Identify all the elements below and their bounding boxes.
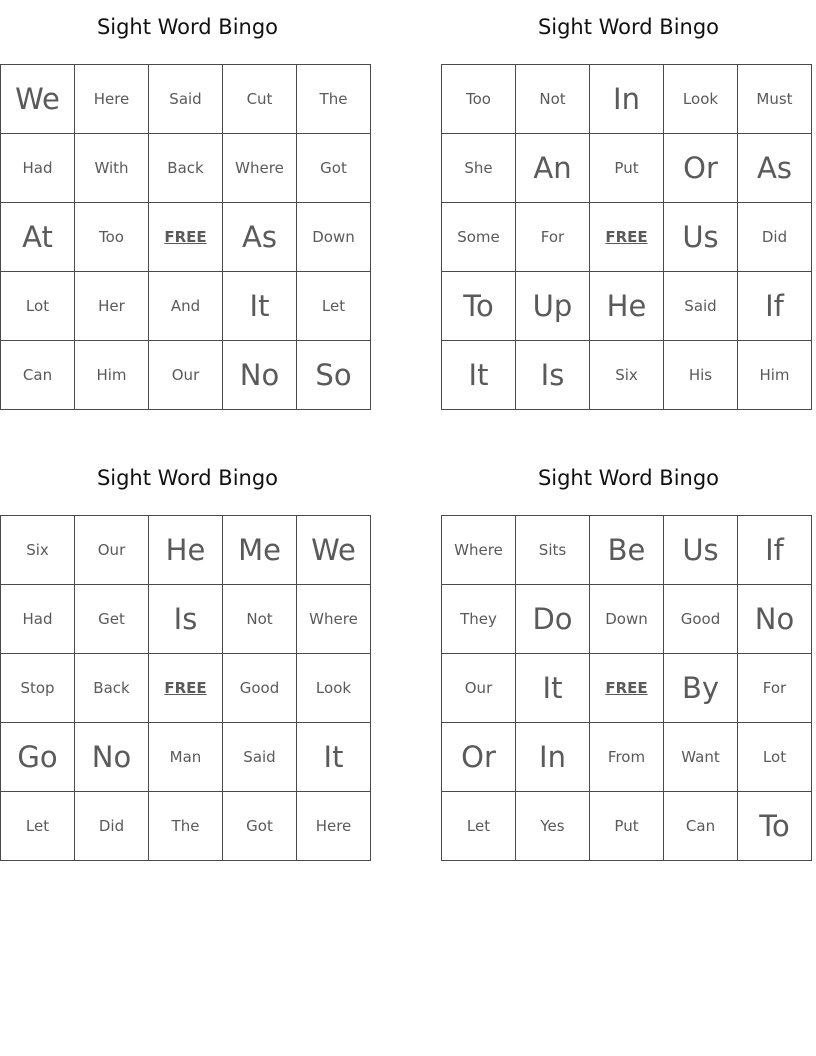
bingo-row — [1, 585, 371, 654]
bingo-row — [1, 723, 371, 792]
bingo-cell: Look — [297, 654, 371, 723]
bingo-row — [1, 516, 371, 585]
bingo-cell: So — [297, 341, 371, 410]
bingo-row — [442, 654, 812, 723]
bingo-cell: The — [149, 792, 223, 861]
bingo-cell: It — [223, 272, 297, 341]
bingo-cell: Got — [297, 134, 371, 203]
bingo-cell: Here — [297, 792, 371, 861]
bingo-row — [1, 134, 371, 203]
bingo-cell: To — [442, 272, 516, 341]
bingo-cell: Cut — [223, 65, 297, 134]
bingo-cell: With — [75, 134, 149, 203]
bingo-cell: And — [149, 272, 223, 341]
bingo-row — [442, 723, 812, 792]
bingo-grid — [441, 64, 812, 410]
bingo-cell: Man — [149, 723, 223, 792]
bingo-cell: His — [664, 341, 738, 410]
bingo-cell: Do — [516, 585, 590, 654]
bingo-cell: An — [516, 134, 590, 203]
free-space: FREE — [149, 654, 223, 723]
bingo-cell: Some — [442, 203, 516, 272]
bingo-cell: As — [223, 203, 297, 272]
bingo-cell: Where — [442, 516, 516, 585]
bingo-cell: Not — [516, 65, 590, 134]
bingo-row — [1, 203, 371, 272]
bingo-cell: Not — [223, 585, 297, 654]
bingo-cell: Sits — [516, 516, 590, 585]
bingo-cell: By — [664, 654, 738, 723]
bingo-cell: Down — [297, 203, 371, 272]
bingo-cell: He — [590, 272, 664, 341]
bingo-cell: It — [297, 723, 371, 792]
bingo-cell: Can — [664, 792, 738, 861]
card-title: Sight Word Bingo — [96, 466, 279, 490]
free-space: FREE — [590, 654, 664, 723]
bingo-card-3 — [0, 460, 375, 835]
bingo-row — [442, 272, 812, 341]
bingo-cell: If — [738, 516, 812, 585]
bingo-row — [1, 341, 371, 410]
bingo-cell: Lot — [738, 723, 812, 792]
card-title: Sight Word Bingo — [537, 15, 720, 39]
bingo-cell: We — [297, 516, 371, 585]
bingo-cell: Him — [75, 341, 149, 410]
bingo-cell: Up — [516, 272, 590, 341]
bingo-cell: Where — [297, 585, 371, 654]
bingo-cell: Put — [590, 792, 664, 861]
bingo-cell: Us — [664, 516, 738, 585]
bingo-cell: Be — [590, 516, 664, 585]
bingo-cell: No — [75, 723, 149, 792]
bingo-cell: Six — [1, 516, 75, 585]
bingo-grid — [441, 515, 812, 861]
bingo-cell: Let — [1, 792, 75, 861]
bingo-cell: At — [1, 203, 75, 272]
bingo-cell: Did — [75, 792, 149, 861]
bingo-cell: Too — [75, 203, 149, 272]
bingo-cell: Or — [664, 134, 738, 203]
bingo-row — [1, 272, 371, 341]
bingo-cell: We — [1, 65, 75, 134]
bingo-grid — [0, 515, 371, 861]
bingo-cell: From — [590, 723, 664, 792]
bingo-cell: Him — [738, 341, 812, 410]
bingo-card-1 — [0, 9, 375, 392]
bingo-cell: For — [516, 203, 590, 272]
bingo-row — [442, 585, 812, 654]
bingo-cell: Must — [738, 65, 812, 134]
bingo-cell: He — [149, 516, 223, 585]
bingo-cell: Put — [590, 134, 664, 203]
bingo-cell: Had — [1, 134, 75, 203]
bingo-row — [1, 65, 371, 134]
bingo-cell: Here — [75, 65, 149, 134]
bingo-cell: Her — [75, 272, 149, 341]
bingo-row — [442, 134, 812, 203]
bingo-row — [1, 792, 371, 861]
bingo-cell: Look — [664, 65, 738, 134]
bingo-cell: To — [738, 792, 812, 861]
bingo-cell: Our — [442, 654, 516, 723]
bingo-cell: They — [442, 585, 516, 654]
bingo-cell: Get — [75, 585, 149, 654]
bingo-cell: For — [738, 654, 812, 723]
bingo-cell: Six — [590, 341, 664, 410]
card-title: Sight Word Bingo — [537, 466, 720, 490]
bingo-row — [442, 203, 812, 272]
bingo-row — [442, 341, 812, 410]
bingo-cell: Is — [149, 585, 223, 654]
card-title: Sight Word Bingo — [96, 15, 279, 39]
bingo-cell: In — [590, 65, 664, 134]
bingo-cell: Let — [442, 792, 516, 861]
bingo-row — [442, 516, 812, 585]
bingo-cell: Us — [664, 203, 738, 272]
bingo-cell: Had — [1, 585, 75, 654]
bingo-cell: Want — [664, 723, 738, 792]
bingo-cell: Lot — [1, 272, 75, 341]
bingo-cell: Go — [1, 723, 75, 792]
bingo-cell: Back — [149, 134, 223, 203]
bingo-cell: In — [516, 723, 590, 792]
bingo-cell: Is — [516, 341, 590, 410]
bingo-cell: Good — [664, 585, 738, 654]
bingo-cell: Our — [149, 341, 223, 410]
free-space: FREE — [590, 203, 664, 272]
bingo-cell: No — [738, 585, 812, 654]
bingo-cell: It — [442, 341, 516, 410]
free-space: FREE — [149, 203, 223, 272]
bingo-cell: Got — [223, 792, 297, 861]
bingo-cell: Down — [590, 585, 664, 654]
bingo-cell: Our — [75, 516, 149, 585]
bingo-cell: No — [223, 341, 297, 410]
bingo-grid — [0, 64, 371, 410]
bingo-cell: She — [442, 134, 516, 203]
bingo-cell: Yes — [516, 792, 590, 861]
bingo-cell: Back — [75, 654, 149, 723]
bingo-cell: If — [738, 272, 812, 341]
bingo-cell: Did — [738, 203, 812, 272]
bingo-cell: Good — [223, 654, 297, 723]
bingo-card-4 — [441, 460, 816, 843]
bingo-row — [1, 654, 371, 723]
bingo-card-2 — [441, 9, 816, 392]
bingo-cell: Stop — [1, 654, 75, 723]
bingo-row — [442, 792, 812, 861]
bingo-cell: Said — [664, 272, 738, 341]
bingo-cell: Where — [223, 134, 297, 203]
bingo-cell: Or — [442, 723, 516, 792]
bingo-cell: Too — [442, 65, 516, 134]
bingo-cell: As — [738, 134, 812, 203]
bingo-row — [442, 65, 812, 134]
bingo-cell: The — [297, 65, 371, 134]
bingo-cell: Said — [149, 65, 223, 134]
bingo-cell: Said — [223, 723, 297, 792]
bingo-cell: It — [516, 654, 590, 723]
bingo-cell: Let — [297, 272, 371, 341]
bingo-cell: Me — [223, 516, 297, 585]
bingo-cell: Can — [1, 341, 75, 410]
